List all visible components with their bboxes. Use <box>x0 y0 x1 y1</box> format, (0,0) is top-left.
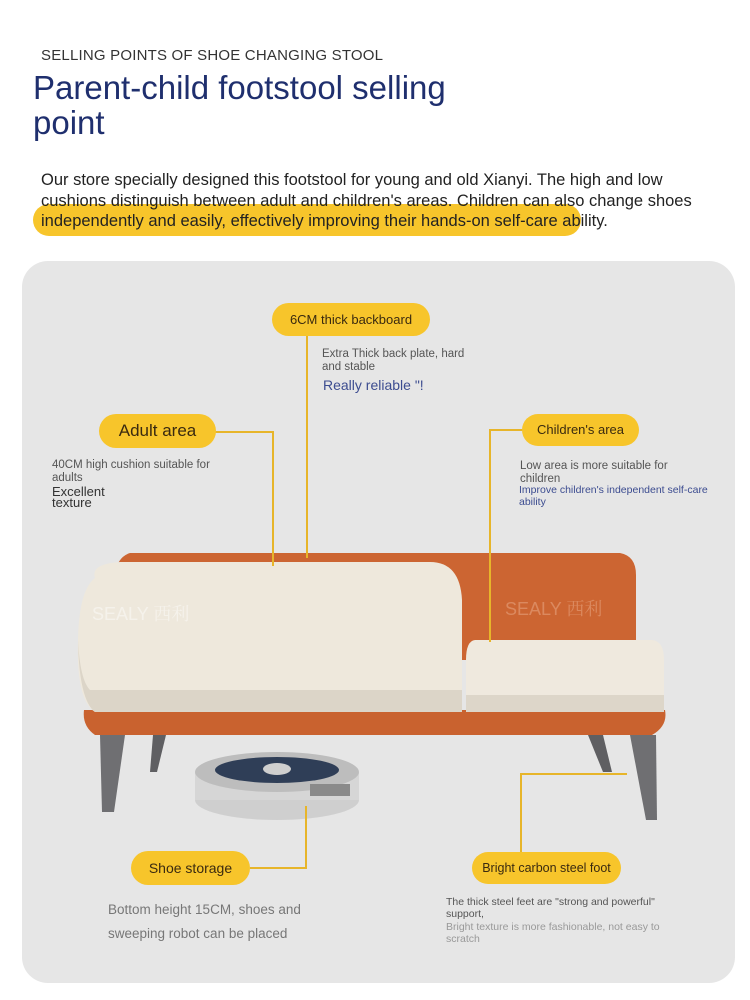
backboard-highlight: Really reliable "! <box>323 377 424 393</box>
adult-cushion <box>78 562 462 712</box>
intro-text: Our store specially designed this footstool for young and old Xianyi. The high and low cushions distinguish between adult and children's areas. Children can also change shoes independently and easily, effectively improving their hands-on self-care ability. <box>41 171 692 230</box>
adult-highlight: Excellent texture <box>52 484 105 510</box>
svg-text:SEALY 西利: SEALY 西利 <box>505 599 603 619</box>
backboard-desc: Extra Thick back plate, hard and stable <box>322 348 465 373</box>
backboard-label: 6CM thick backboard <box>272 303 430 336</box>
base-frame <box>84 710 666 735</box>
steel-foot-highlight: Bright texture is more fashionable, not easy to scratch <box>446 921 660 945</box>
children-area-label: Children's area <box>522 414 639 446</box>
foot-leader-v <box>520 773 522 853</box>
steel-legs <box>100 735 657 820</box>
children-leader-v <box>489 429 491 642</box>
adult-leader-h <box>214 431 274 433</box>
adult-desc: 40CM high cushion suitable for adults <box>52 459 210 484</box>
foot-leader-h <box>520 773 627 775</box>
children-highlight: Improve children's independent self-care ability <box>519 484 708 508</box>
adult-leader-v <box>272 431 274 566</box>
shoe-storage-desc: Bottom height 15CM, shoes and sweeping robot can be placed <box>108 902 301 941</box>
shoe-storage-label: Shoe storage <box>131 851 250 885</box>
page-title: Parent-child footstool selling point <box>33 69 446 141</box>
steel-foot-desc: The thick steel feet are "strong and powerful" support, <box>446 896 655 920</box>
robot-vacuum <box>195 752 359 820</box>
children-leader-h <box>489 429 524 431</box>
section-eyebrow: SELLING POINTS OF SHOE CHANGING STOOL <box>41 47 384 64</box>
storage-leader-h <box>250 867 307 869</box>
storage-leader-v <box>305 806 307 869</box>
steel-foot-label: Bright carbon steel foot <box>472 852 621 884</box>
svg-text:SEALY 西利: SEALY 西利 <box>92 604 190 624</box>
adult-area-label: Adult area <box>99 414 216 448</box>
backboard-leader <box>306 334 308 558</box>
children-desc: Low area is more suitable for children <box>520 460 668 485</box>
